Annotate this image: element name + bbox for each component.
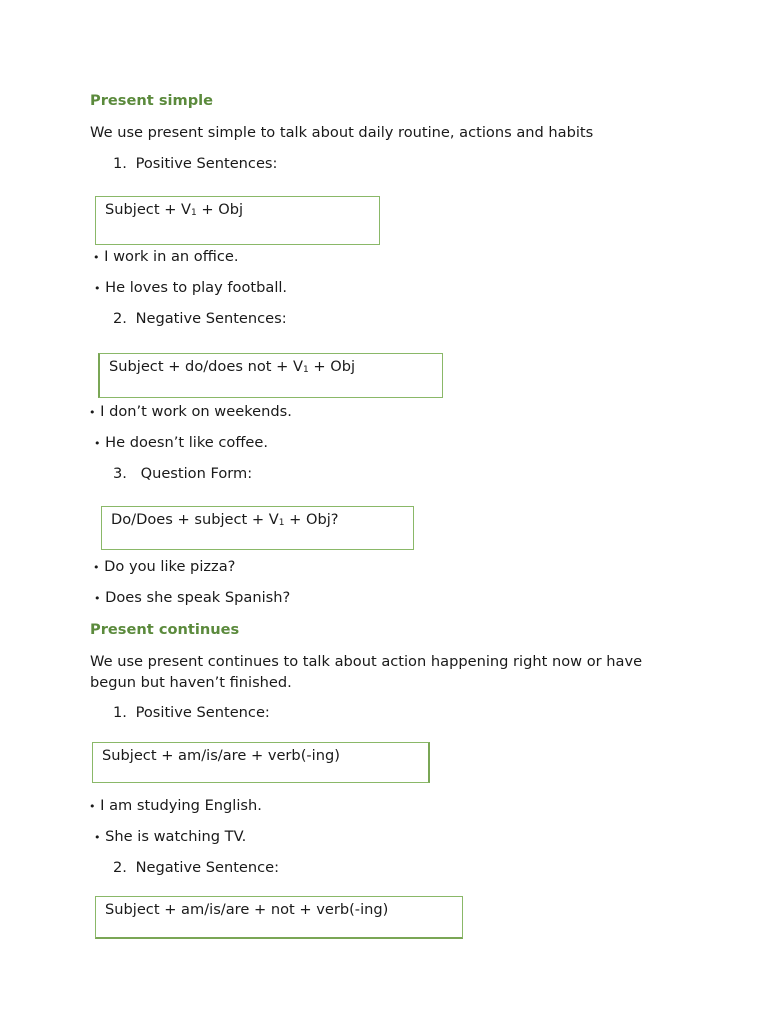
example-item: • Does she speak Spanish? — [94, 589, 291, 606]
list-number: 3. — [113, 465, 127, 482]
example-item: • I don’t work on weekends. — [89, 403, 292, 420]
example-item: • I am studying English. — [89, 797, 262, 814]
formula-text: Subject + am/is/are + verb(-ing) — [102, 747, 340, 764]
list-number: 1. — [113, 704, 127, 721]
section-heading-present-simple: Present simple — [90, 92, 214, 109]
list-number: 2. — [113, 310, 127, 327]
example-item: • He doesn’t like coffee. — [94, 434, 269, 451]
example-item: • Do you like pizza? — [93, 558, 236, 575]
example-item: • She is watching TV. — [94, 828, 247, 845]
list-item-positive — [113, 155, 277, 172]
intro-text: We use present simple to talk about daily routine, actions and habits — [90, 124, 594, 141]
formula-box-positive — [92, 742, 430, 783]
list-item-negative — [113, 859, 279, 876]
list-label: Question Form: — [140, 465, 253, 482]
intro-text: We use present continues to talk about action happening right now or have begun but haven’t finished. — [90, 653, 643, 691]
list-item-question — [113, 465, 252, 482]
formula-text: Do/Does + subject + $V_1$ + Obj? — [111, 511, 339, 528]
formula-box-negative — [98, 353, 443, 398]
example-item: • I work in an office. — [93, 248, 239, 265]
list-label: Positive Sentence: — [135, 704, 270, 721]
list-number: 1. — [113, 155, 127, 172]
formula-box-positive — [95, 196, 380, 245]
list-item-negative — [113, 310, 287, 327]
list-label: Negative Sentence: — [135, 859, 280, 876]
formula-box-negative — [95, 896, 463, 939]
formula-text: Subject + do/does not + $V_1$ + Obj — [109, 358, 356, 375]
formula-text: Subject + am/is/are + not + verb(-ing) — [105, 901, 389, 918]
list-label: Negative Sentences: — [135, 310, 287, 327]
list-label: Positive Sentences: — [135, 155, 278, 172]
list-number: 2. — [113, 859, 127, 876]
list-item-positive — [113, 704, 270, 721]
formula-text: Subject + $V_1$ + Obj — [105, 201, 244, 218]
formula-box-question — [101, 506, 414, 550]
section-heading-present-continues: Present continues — [90, 621, 240, 638]
example-item: • He loves to play football. — [94, 279, 288, 296]
